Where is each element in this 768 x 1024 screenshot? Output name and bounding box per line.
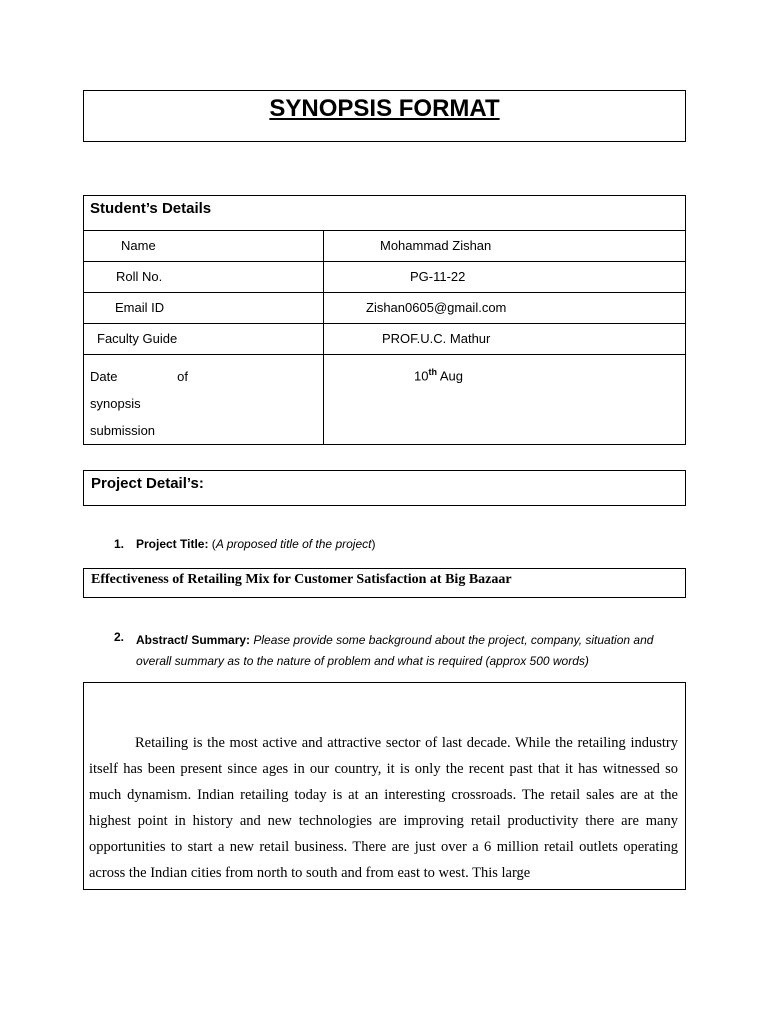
email-label: Email ID — [115, 300, 165, 315]
date-month: Aug — [439, 368, 464, 384]
date-day: 10 — [414, 368, 429, 384]
email-label-cell — [84, 293, 324, 324]
table-row — [84, 293, 686, 324]
item-hint: Please provide some background about the project, company, situation and overall summary as to the nature of problem and what is required (approx 500 words) — [136, 633, 654, 668]
students-details-heading: Student’s Details — [84, 196, 686, 231]
abstract-text: Retailing is the most active and attractive sector of last decade. While the retailing industry itself has been present since ages in our country, it is only the recent past that it has witnessed so much dynamism. Indian retailing today is at an interesting crossroads. The retail sales are at the highest point in history and new technologies are improving retail productivity there are many opportunities to start a new retail business. There are just over a 6 million retail outlets operating across the Indian cities from north to south and from east to west. This large — [89, 735, 678, 881]
roll-value: PG-11-22 — [324, 262, 686, 293]
date-value-cell — [324, 355, 686, 445]
name-value: Mohammad Zishan — [324, 231, 686, 262]
guide-value: PROF.U.C. Mathur — [324, 324, 686, 355]
date-label-cell — [84, 355, 324, 445]
project-title-box — [83, 568, 686, 598]
date-label-line2: synopsis — [90, 396, 141, 411]
page-title: SYNOPSIS FORMAT — [269, 95, 500, 122]
name-label-cell — [84, 231, 324, 262]
guide-label-cell — [84, 324, 324, 355]
students-details-table — [83, 195, 686, 445]
table-row — [84, 324, 686, 355]
paren-open: ( — [208, 537, 216, 551]
date-suffix: th — [428, 367, 437, 377]
email-value: Zishan0605@gmail.com — [324, 293, 686, 324]
roll-label: Roll No. — [116, 269, 163, 284]
roll-label-cell — [84, 262, 324, 293]
item-hint: A proposed title of the project — [215, 537, 372, 551]
abstract-item — [114, 630, 684, 672]
item-number: 1. — [114, 537, 125, 551]
item-label: Abstract/ Summary: — [136, 633, 251, 647]
project-title-text: Effectiveness of Retailing Mix for Customer Satisfaction at Big Bazaar — [91, 572, 512, 587]
table-row — [84, 262, 686, 293]
table-row — [84, 355, 686, 445]
item-label: Project Title: — [136, 537, 209, 551]
project-details-heading: Project Detail’s: — [91, 475, 204, 492]
project-details-box — [83, 470, 686, 506]
item-number: 2. — [114, 630, 125, 644]
paren-close: ) — [371, 537, 376, 551]
date-label-word1: Date — [90, 369, 118, 384]
date-label-word2: of — [177, 369, 188, 384]
date-label-line3: submission — [90, 423, 156, 438]
abstract-box — [83, 682, 686, 890]
project-title-item — [114, 537, 674, 555]
table-row — [84, 231, 686, 262]
title-box — [83, 90, 686, 142]
guide-label: Faculty Guide — [97, 331, 178, 346]
name-label: Name — [121, 238, 156, 253]
